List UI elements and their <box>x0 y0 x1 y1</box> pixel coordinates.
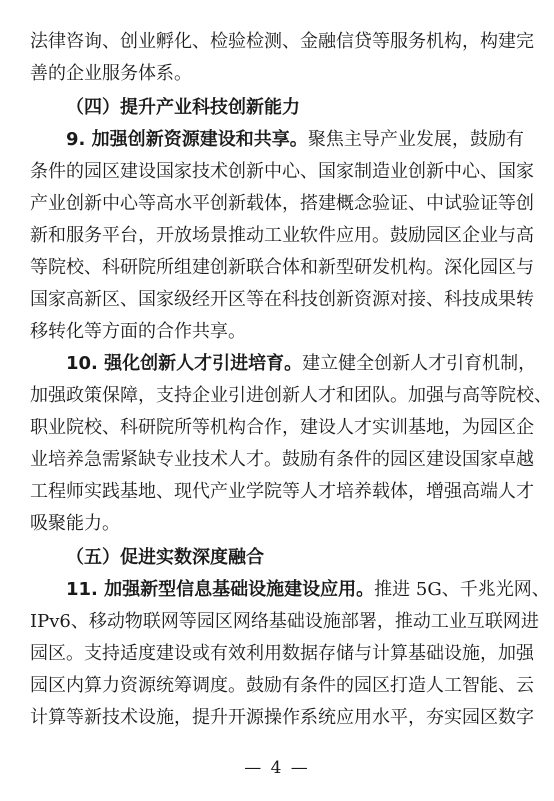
body-line: 法律咨询、创业孵化、检验检测、金融信贷等服务机构，构建完 <box>30 31 534 52</box>
body-line: IPv6、移动物联网等园区网络基础设施部署，推动工业互联网进 <box>30 611 539 632</box>
body-line: 移转化等方面的合作共享。 <box>30 321 246 342</box>
body-line: 等院校、科研院所组建创新联合体和新型研发机构。深化园区与 <box>30 257 534 278</box>
body-line: 新和服务平台，开放场景推动工业软件应用。鼓励园区企业与高 <box>30 225 534 246</box>
body-line: 业培养急需紧缺专业技术人才。鼓励有条件的园区建设国家卓越 <box>30 449 534 470</box>
body-line: 园区内算力资源统筹调度。鼓励有条件的园区打造人工智能、云 <box>30 675 534 696</box>
section-heading-5: （五）促进实数深度融合 <box>66 547 264 568</box>
item-11-first-line <box>30 574 550 606</box>
body-line: 加强政策保障，支持企业引进创新人才和团队。加强与高等院校、 <box>30 385 552 406</box>
body-line: 工程师实践基地、现代产业学院等人才培养载体，增强高端人才 <box>30 481 534 502</box>
item-11-title: 11. 加强新型信息基础设施建设应用。 <box>66 579 375 600</box>
body-line: 善的企业服务体系。 <box>30 63 192 84</box>
body-text: 建立健全创新人才引育机制， <box>302 353 537 374</box>
page-number: — 4 — <box>244 758 310 778</box>
item-9-title: 9. 加强创新资源建设和共享。 <box>66 129 308 150</box>
item-9-first-line <box>30 124 524 156</box>
item-10-title: 10. 强化创新人才引进培育。 <box>66 353 303 374</box>
section-heading-4: （四）提升产业科技创新能力 <box>66 97 300 118</box>
item-10-first-line <box>30 348 537 380</box>
body-line: 国家高新区、国家级经开区等在科技创新资源对接、科技成果转 <box>30 289 534 310</box>
body-line: 计算等新技术设施，提升开源操作系统应用水平，夯实园区数字 <box>30 707 534 728</box>
body-text: 聚焦主导产业发展，鼓励有 <box>307 129 524 150</box>
body-text: 推进 5G、千兆光网、 <box>374 579 550 600</box>
body-line: 吸聚能力。 <box>30 513 120 534</box>
body-line: 职业院校、科研院所等机构合作，建设人才实训基地，为园区企 <box>30 417 534 438</box>
body-line: 产业创新中心等高水平创新载体，搭建概念验证、中试验证等创 <box>30 193 534 214</box>
body-line: 园区。支持适度建设或有效利用数据存储与计算基础设施，加强 <box>30 643 534 664</box>
body-line: 条件的园区建设国家技术创新中心、国家制造业创新中心、国家 <box>30 161 534 182</box>
